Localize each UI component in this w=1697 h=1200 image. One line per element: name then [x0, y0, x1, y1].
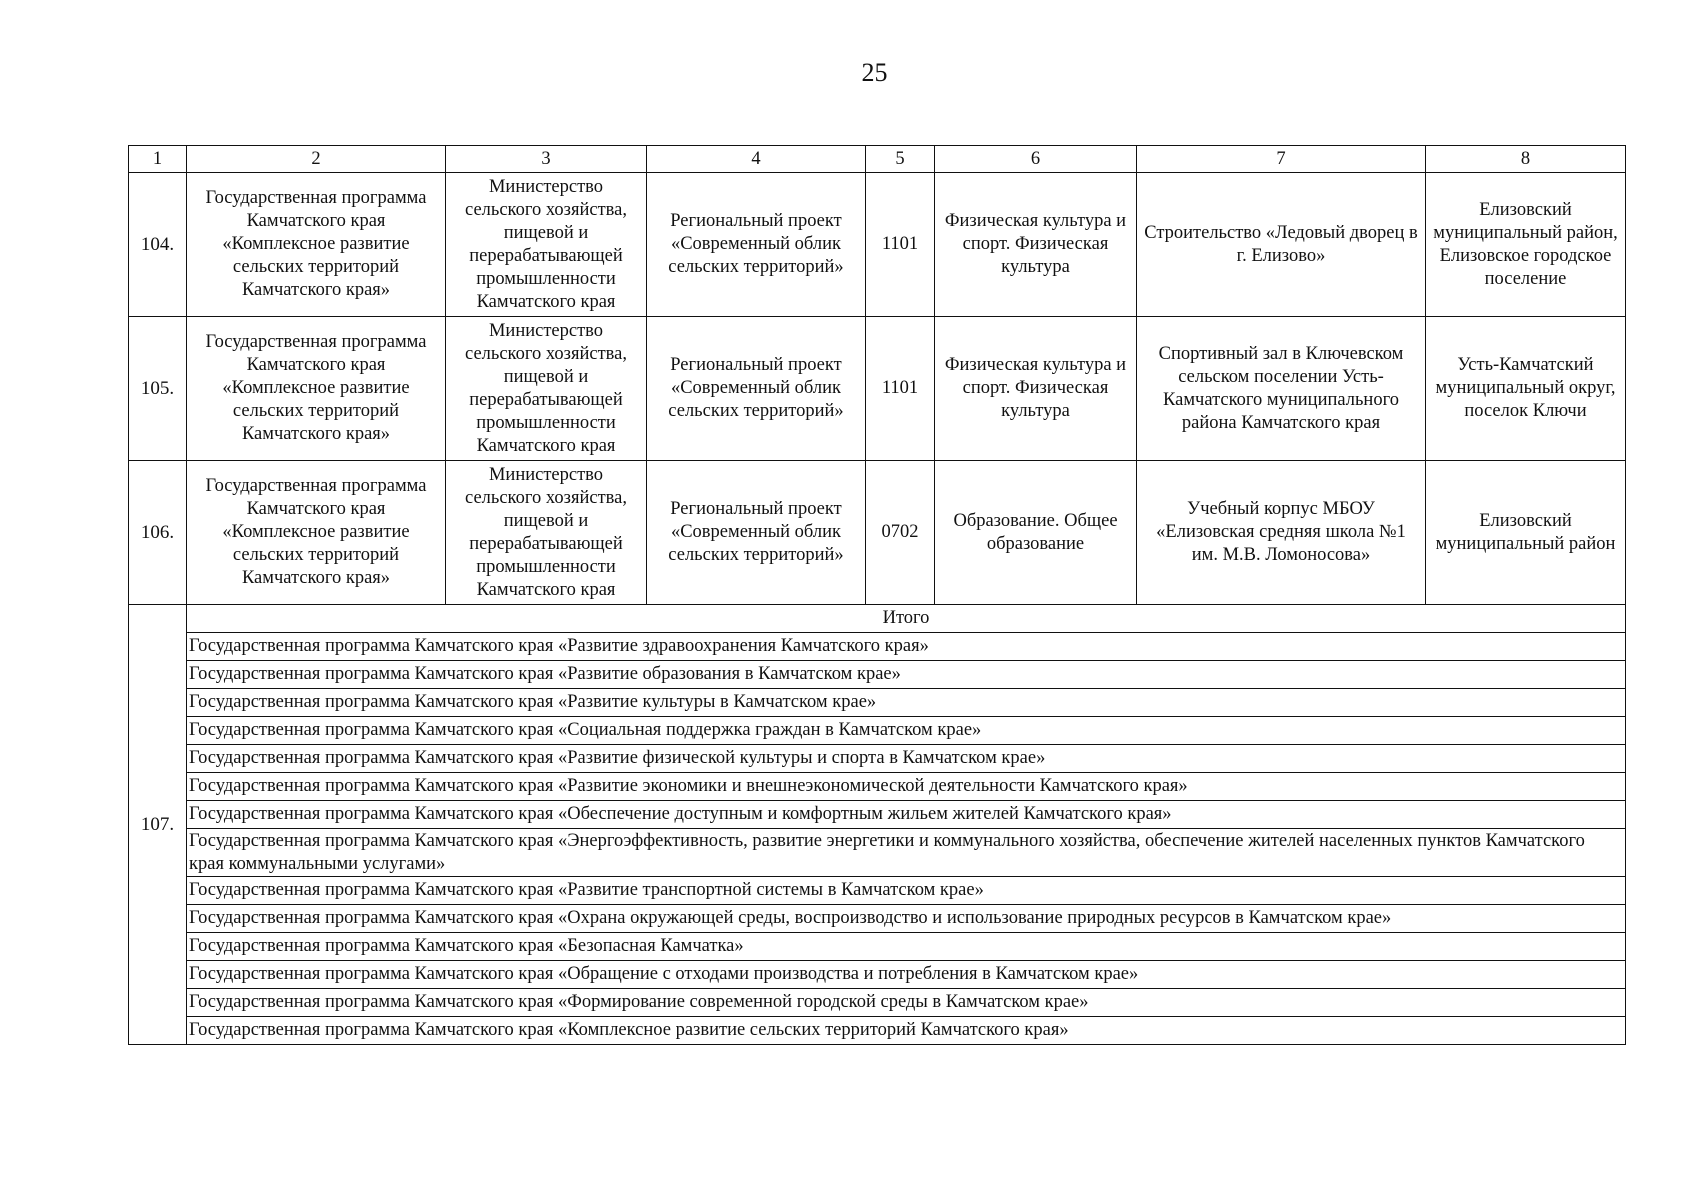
header-cell: 6	[935, 146, 1137, 173]
section-cell: Образование. Общее образование	[935, 461, 1137, 605]
program-cell: Государственная программа Камчатского края «Комплексное развитие сельских территорий Камчатского края»	[187, 173, 446, 317]
totals-program-cell: Государственная программа Камчатского края «Развитие здравоохранения Камчатского края»	[187, 633, 1626, 661]
header-cell: 5	[866, 146, 935, 173]
totals-program-cell: Государственная программа Камчатского края «Развитие экономики и внешнеэкономической деятельности Камчатского края»	[187, 773, 1626, 801]
header-cell: 7	[1137, 146, 1426, 173]
totals-program-row	[129, 961, 1626, 989]
header-cell: 3	[446, 146, 647, 173]
totals-program-row	[129, 633, 1626, 661]
totals-program-cell: Государственная программа Камчатского края «Обращение с отходами производства и потребления в Камчатском крае»	[187, 961, 1626, 989]
code-cell: 0702	[866, 461, 935, 605]
totals-title: Итого	[187, 605, 1626, 633]
totals-program-row	[129, 933, 1626, 961]
totals-program-row	[129, 1017, 1626, 1045]
totals-program-row	[129, 717, 1626, 745]
section-cell: Физическая культура и спорт. Физическая культура	[935, 317, 1137, 461]
totals-program-row	[129, 877, 1626, 905]
totals-program-cell: Государственная программа Камчатского края «Развитие культуры в Камчатском крае»	[187, 689, 1626, 717]
totals-program-row	[129, 829, 1626, 877]
municipality-cell: Усть-Камчатский муниципальный округ, поселок Ключи	[1426, 317, 1626, 461]
totals-program-cell: Государственная программа Камчатского края «Развитие транспортной системы в Камчатском крае»	[187, 877, 1626, 905]
project-cell: Региональный проект «Современный облик сельских территорий»	[647, 317, 866, 461]
object-cell: Строительство «Ледовый дворец в г. Елизово»	[1137, 173, 1426, 317]
row-number: 104.	[129, 173, 187, 317]
row-number: 105.	[129, 317, 187, 461]
page-number: 25	[861, 58, 888, 87]
totals-program-row	[129, 689, 1626, 717]
header-cell: 4	[647, 146, 866, 173]
header-cell: 2	[187, 146, 446, 173]
municipality-cell: Елизовский муниципальный район	[1426, 461, 1626, 605]
header-cell: 8	[1426, 146, 1626, 173]
objects-table	[128, 145, 1626, 1045]
program-cell: Государственная программа Камчатского края «Комплексное развитие сельских территорий Камчатского края»	[187, 461, 446, 605]
totals-program-row	[129, 989, 1626, 1017]
municipality-cell: Елизовский муниципальный район, Елизовское городское поселение	[1426, 173, 1626, 317]
totals-program-cell: Государственная программа Камчатского края «Развитие физической культуры и спорта в Камчатском крае»	[187, 745, 1626, 773]
ministry-cell: Министерство сельского хозяйства, пищевой и перерабатывающей промышленности Камчатского края	[446, 317, 647, 461]
totals-program-cell: Государственная программа Камчатского края «Развитие образования в Камчатском крае»	[187, 661, 1626, 689]
table-row	[129, 461, 1626, 605]
totals-program-row	[129, 745, 1626, 773]
code-cell: 1101	[866, 317, 935, 461]
totals-title-row	[129, 605, 1626, 633]
header-cell: 1	[129, 146, 187, 173]
table-row	[129, 173, 1626, 317]
totals-program-cell: Государственная программа Камчатского края «Энергоэффективность, развитие энергетики и коммунального хозяйства, обеспечение жителей населенных пунктов Камчатского края коммунальными услугами»	[187, 829, 1626, 877]
totals-program-cell: Государственная программа Камчатского края «Обеспечение доступным и комфортным жильем жителей Камчатского края»	[187, 801, 1626, 829]
totals-program-cell: Государственная программа Камчатского края «Формирование современной городской среды в Камчатском крае»	[187, 989, 1626, 1017]
object-cell: Учебный корпус МБОУ «Елизовская средняя школа №1 им. М.В. Ломоносова»	[1137, 461, 1426, 605]
totals-program-row	[129, 905, 1626, 933]
header-row	[129, 146, 1626, 173]
section-cell: Физическая культура и спорт. Физическая культура	[935, 173, 1137, 317]
code-cell: 1101	[866, 173, 935, 317]
totals-program-row	[129, 801, 1626, 829]
table-row	[129, 317, 1626, 461]
row-number: 106.	[129, 461, 187, 605]
object-cell: Спортивный зал в Ключевском сельском поселении Усть-Камчатского муниципального района Камчатского края	[1137, 317, 1426, 461]
project-cell: Региональный проект «Современный облик сельских территорий»	[647, 173, 866, 317]
ministry-cell: Министерство сельского хозяйства, пищевой и перерабатывающей промышленности Камчатского края	[446, 173, 647, 317]
project-cell: Региональный проект «Современный облик сельских территорий»	[647, 461, 866, 605]
totals-program-row	[129, 661, 1626, 689]
totals-program-cell: Государственная программа Камчатского края «Безопасная Камчатка»	[187, 933, 1626, 961]
totals-program-row	[129, 773, 1626, 801]
ministry-cell: Министерство сельского хозяйства, пищевой и перерабатывающей промышленности Камчатского края	[446, 461, 647, 605]
row-number: 107.	[129, 605, 187, 1045]
totals-program-cell: Государственная программа Камчатского края «Комплексное развитие сельских территорий Камчатского края»	[187, 1017, 1626, 1045]
totals-program-cell: Государственная программа Камчатского края «Социальная поддержка граждан в Камчатском крае»	[187, 717, 1626, 745]
program-cell: Государственная программа Камчатского края «Комплексное развитие сельских территорий Камчатского края»	[187, 317, 446, 461]
totals-program-cell: Государственная программа Камчатского края «Охрана окружающей среды, воспроизводство и использование природных ресурсов в Камчатском крае»	[187, 905, 1626, 933]
